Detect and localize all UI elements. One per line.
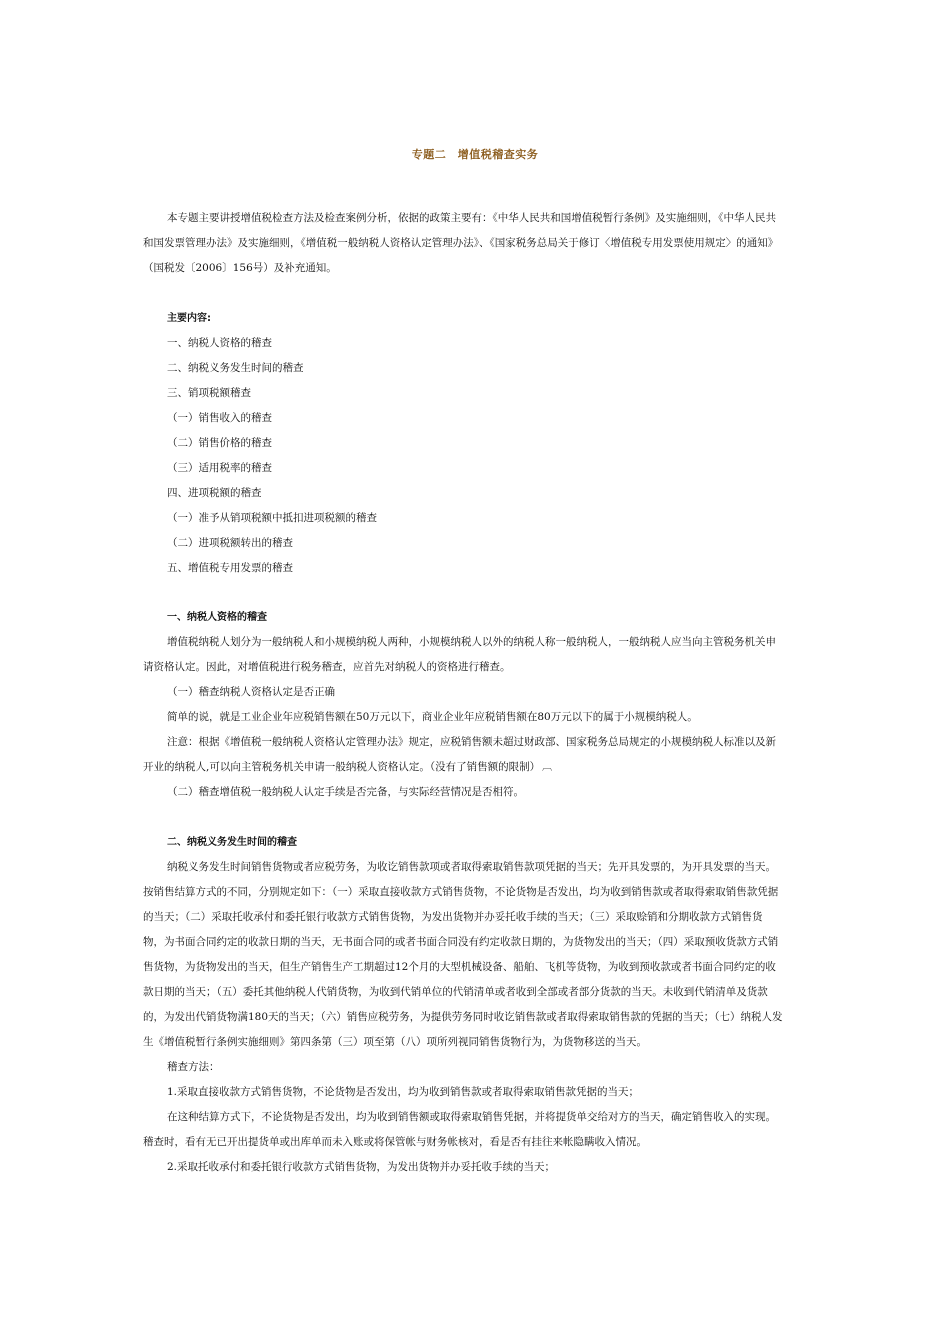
- contents-item: （一）准予从销项税额中抵扣进项税额的稽查: [167, 512, 377, 524]
- section-1: [143, 605, 783, 805]
- section-1-subheading: （二）稽查增值税一般纳税人认定手续是否完备，与实际经营情况是否相符。: [167, 786, 524, 798]
- contents-item: 二、纳税义务发生时间的稽查: [167, 362, 304, 374]
- contents-heading: 主要内容:: [167, 313, 211, 324]
- intro-block: [143, 206, 783, 281]
- contents-item: （三）适用税率的稽查: [167, 462, 272, 474]
- section-1-note: [143, 730, 783, 780]
- contents-block: [143, 306, 783, 581]
- contents-item: （二）进项税额转出的稽查: [167, 537, 293, 549]
- intro-paragraph: 本专题主要讲授增值税检查方法及检查案例分析，依据的政策主要有：《中华人民共和国增值税暂行条例》及实施细则，《中华人民共和国发票管理办法》及实施细则，《增值税一般纳税人资格认定管理办法》、《国家税务总局关于修订〈增值税专用发票使用规定〉的通知》（国税发〔2006〕156号）及补充通知。: [143, 212, 779, 274]
- section-2-method-item: 1.采取直接收款方式销售货物，不论货物是否发出，均为收到销售款或者取得索取销售款凭据的当天；: [167, 1086, 640, 1098]
- contents-item: 五、增值税专用发票的稽查: [167, 562, 293, 574]
- section-2-method-detail: 在这种结算方式下，不论货物是否发出，均为收到销售额或取得索取销售凭据，并将提货单交给对方的当天，确定销售收入的实现。稽查时，看有无已开出提货单或出库单而未入账或将保管帐与财务帐核对，看是否有挂往来帐隐瞒收入情况。: [143, 1111, 776, 1148]
- page-title: 专题二 增值税稽查实务: [411, 148, 539, 161]
- section-1-heading: 一、纳税人资格的稽查: [167, 612, 267, 623]
- contents-item: 一、纳税人资格的稽查: [167, 337, 272, 349]
- section-2-method-heading: 稽查方法：: [167, 1061, 220, 1073]
- contents-item: （二）销售价格的稽查: [167, 437, 272, 449]
- contents-item: （一）销售收入的稽查: [167, 412, 272, 424]
- section-1-note-text: 注意：根据《增值税一般纳税人资格认定管理办法》规定，应税销售额未超过财政部、国家税务总局规定的小规模纳税人标准以及新开业的纳税人,可以向主管税务机关申请一般纳税人资格认定。（没有了销售额的限制）: [143, 736, 776, 773]
- section-2: [143, 830, 783, 1180]
- section-2-heading: 二、纳税义务发生时间的稽查: [167, 837, 297, 848]
- annotation-mark: ︹: [542, 762, 553, 773]
- section-1-paragraph: 简单的说，就是工业企业年应税销售额在50万元以下，商业企业年应税销售额在80万元以下的属于小规模纳税人。: [167, 711, 698, 723]
- section-2-paragraph: 纳税义务发生时间销售货物或者应税劳务，为收讫销售款项或者取得索取销售款项凭据的当天；先开具发票的，为开具发票的当天。按销售结算方式的不同，分别规定如下：（一）采取直接收款方式销售货物，不论货物是否发出，均为收到销售款或者取得索取销售款凭据的当天；（二）采取托收承付和委托银行收款方式销售货物，为发出货物并办妥托收手续的当天；（三）采取赊销和分期收款方式销售货物，为书面合同约定的收款日期的当天，无书面合同的或者书面合同没有约定收款日期的，为货物发出的当天；（四）采取预收货款方式销售货物，为货物发出的当天，但生产销售生产工期超过12个月的大型机械设备、船舶、飞机等货物，为收到预收款或者书面合同约定的收款日期的当天；（五）委托其他纳税人代销货物，为收到代销单位的代销清单或者收到全部或者部分货款的当天。未收到代销清单及货款的，为发出代销货物满180天的当天；（六）销售应税劳务，为提供劳务同时收讫销售款或者取得索取销售款的凭据的当天；（七）纳税人发生《增值税暂行条例实施细则》第四条第（三）项至第（八）项所列视同销售货物行为，为货物移送的当天。: [143, 861, 783, 1048]
- section-1-paragraph: 增值税纳税人划分为一般纳税人和小规模纳税人两种，小规模纳税人以外的纳税人称一般纳税人，一般纳税人应当向主管税务机关申请资格认定。因此，对增值税进行税务稽查，应首先对纳税人的资格进行稽查。: [143, 636, 776, 673]
- contents-item: 三、销项税额稽查: [167, 387, 251, 399]
- contents-item: 四、进项税额的稽查: [167, 487, 262, 499]
- section-2-method-item: 2.采取托收承付和委托银行收款方式销售货物，为发出货物并办妥托收手续的当天；: [167, 1161, 556, 1173]
- section-1-subheading: （一）稽查纳税人资格认定是否正确: [167, 686, 335, 698]
